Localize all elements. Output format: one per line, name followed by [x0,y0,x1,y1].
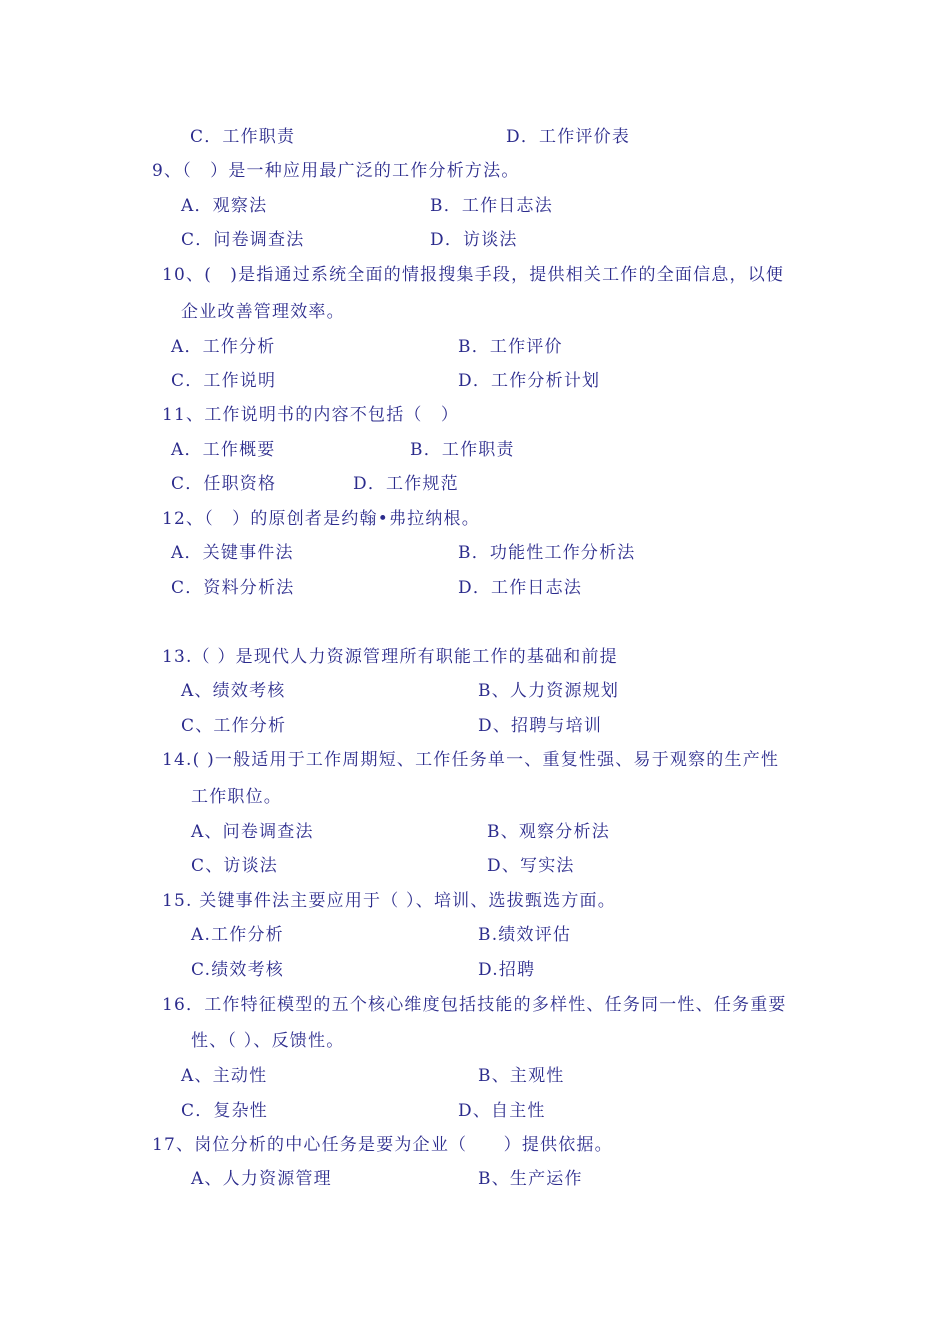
question-10: 10、( )是指通过系统全面的情报搜集手段，提供相关工作的全面信息，以便 [162,265,785,285]
option-c: C.绩效考核 [191,960,285,980]
option-b: B．工作日志法 [430,196,553,216]
question-17: 17、岗位分析的中心任务是要为企业（ ）提供依据。 [152,1135,613,1155]
question-16-continued: 性、（ ）、反馈性。 [191,1031,345,1051]
option-b: B、生产运作 [478,1169,583,1189]
option-d: D．工作评价表 [506,127,631,147]
question-13: 13.（ ）是现代人力资源管理所有职能工作的基础和前提 [162,647,618,667]
option-a: A．关键事件法 [171,543,294,563]
option-c: C．任职资格 [171,474,277,494]
option-a: A、绩效考核 [181,681,286,701]
option-c: C．问卷调查法 [181,230,305,250]
question-14: 14.( )一般适用于工作周期短、工作任务单一、重复性强、易于观察的生产性 [162,750,780,770]
option-a: A、人力资源管理 [191,1169,332,1189]
option-c: C．复杂性 [181,1101,269,1121]
option-b: B．工作评价 [458,337,563,357]
option-b: B．功能性工作分析法 [458,543,636,563]
question-16: 16．工作特征模型的五个核心维度包括技能的多样性、任务同一性、任务重要 [162,995,787,1015]
option-d: D．工作分析计划 [458,371,601,391]
option-d: D、写实法 [487,856,575,876]
option-c: C、访谈法 [191,856,279,876]
option-d: D．工作规范 [353,474,459,494]
option-d: D、招聘与培训 [478,716,603,736]
option-d: D、自主性 [458,1101,546,1121]
option-b: B、主观性 [478,1066,565,1086]
option-a: A、主动性 [181,1066,268,1086]
option-d: D．访谈法 [430,230,518,250]
option-a: A．工作概要 [171,440,276,460]
question-14-continued: 工作职位。 [191,787,282,807]
question-9: 9、（ ）是一种应用最广泛的工作分析方法。 [152,161,520,181]
option-c: C．工作职责 [190,127,296,147]
option-d: D．工作日志法 [458,578,583,598]
option-a: A.工作分析 [191,925,284,945]
option-a: A．工作分析 [171,337,276,357]
option-a: A．观察法 [181,196,268,216]
option-b: B.绩效评估 [478,925,572,945]
option-b: B、观察分析法 [487,822,610,842]
option-b: B、人力资源规划 [478,681,620,701]
question-10-continued: 企业改善管理效率。 [181,302,345,322]
option-c: C．资料分析法 [171,578,295,598]
question-12: 12、（ ）的原创者是约翰•弗拉纳根。 [162,509,480,529]
option-c: C、工作分析 [181,716,287,736]
option-c: C．工作说明 [171,371,277,391]
option-b: B．工作职责 [410,440,515,460]
question-15: 15. 关键事件法主要应用于（ ）、培训、选拔甄选方面。 [162,891,616,911]
question-11: 11、工作说明书的内容不包括（ ） [162,405,460,425]
option-d: D.招聘 [478,960,536,980]
option-a: A、问卷调查法 [191,822,314,842]
